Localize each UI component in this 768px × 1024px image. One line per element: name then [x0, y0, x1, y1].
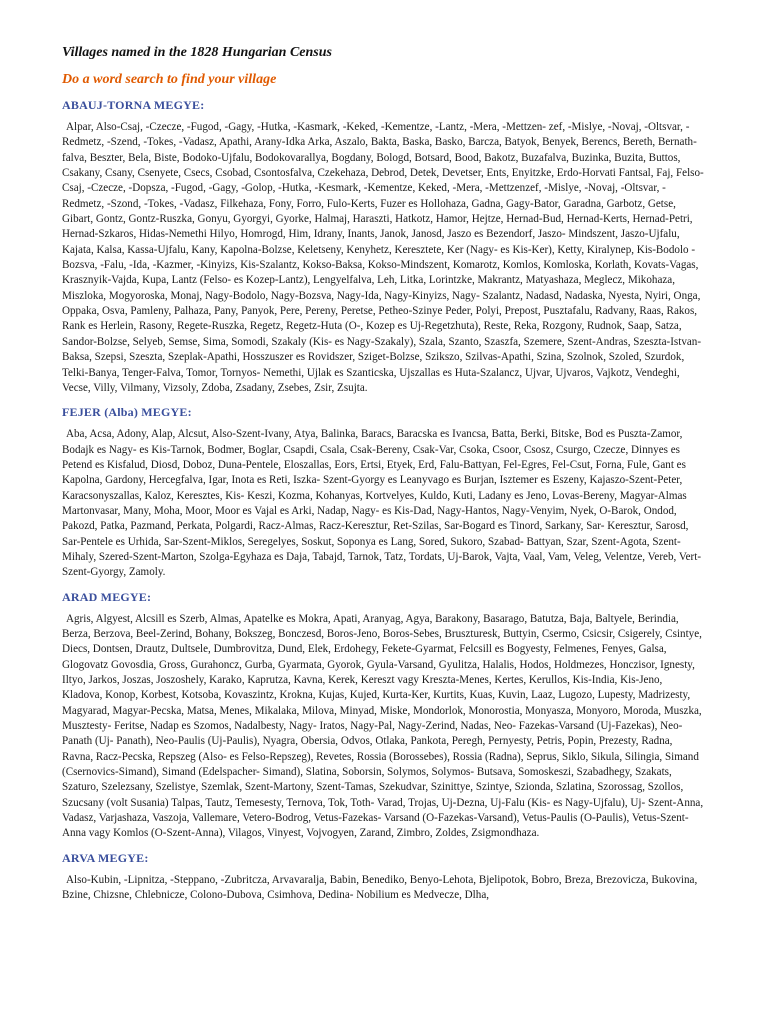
- page-title: Villages named in the 1828 Hungarian Census: [62, 45, 332, 60]
- page-subtitle: Do a word search to find your village: [62, 72, 277, 87]
- section-arva: [62, 850, 704, 904]
- section-fejer: [62, 404, 704, 580]
- section-heading: ABAUJ-TORNA MEGYE:: [62, 98, 205, 112]
- section-heading: FEJER (Alba) MEGYE:: [62, 405, 192, 420]
- section-body: Alpar, Also-Csaj, -Czecze, -Fugod, -Gagy, -Hutka, -Kasmark, -Keked, -Kementze, -Lantz, -Mera, -Mettzen- zef, -Mislye, -Novaj, -Oltsvar, -Redmetz, -Szend, -Tokes, -Vadasz, Apathi, Arany-Idka Arka, Aszalo, Bakta, Baska, Basko, Barcza, Batyok, Benyek, Berencs, Bereth, Bernath- falva, Beszter, Bela, Biste, Bodoko-Ujfalu, Bodokovarallya, Bogdany, Bologd, Botsard, Bood, Bakotz, Buzafalva, Buzinka, Buzita, Buttos, Csakany, Csany, Csenyete, Csecs, Csobad, Csontosfalva, Czekehaza, Debrod, Detek, Devetser, Ents, Enyitzke, Erdo-Horvati Fantsal, Faj, Felso-Csaj, -Czecze, -Dopsza, -Fugod, -Gagy, -Golop, -Hutka, -Kesmark, -Kementze, Keked, -Mera, -Mettzenzef, -Mislye, -Novaj, -Oltsvar, -Redmetz, -Szond, -Tokes, -Vadasz, Filkehaza, Fony, Forro, Fulo-Kerts, Fuzer es Hollohaza, Gadna, Gagy-Bator, Garadna, Garbotz, Getse, Gibart, Gontz, Gontz-Ruszka, Gonyu, Gyorgyi, Gyorke, Halmaj, Haraszti, Hatkotz, Hamor, Hejtze, Hernad-Bud, Hernad-Kerts, Hernad-Petri, Hernad-Szkaros, Hidas-Nemethi Hilyo, Homrogd, Him, Idrany, Inants, Janok, Janosd, Jaszo es Bezendorf, Jaszo- Mindszent, Jaszo-Ujfalu, Kajata, Kalsa, Kassa-Ujfalu, Kany, Kapolna-Bolzse, Keletseny, Kenyhetz, Keresztetе, Ker (Nagy- es Kis-Ker), Ketty, Kiralynep, Kis-Bodolo -Bozsva, -Falu, -Ida, -Kazmer, -Kinyizs, Kis-Szalantz, Kokso-Baksa, Kokso-Mindszent, Komarotz, Komlos, Komloska, Korlath, Kovats-Vagas, Krasznyik-Vajda, Kupa, Lantz (Felso- es Kozep-Lantz), Lengyelfalva, Leh, Litka, Lorintzke, Makrantz, Matyashaza, Meglecz, Mikohaza, Miszloka, Mogyoroska, Monaj, Nagy-Bodolo, Nagy-Bozsva, Nagy-Ida, Nagy-Kinyizs, Nagy- Szalantz, Nadasd, Nadaska, Nyesta, Nyiri, Onga, Oppaka, Osva, Pamleny, Palhaza, Pany, Panyok, Pere, Pereny, Peretse, Petheo-Szinye Peder, Polyi, Prepost, Pusztafalu, Radvany, Raas, Rakos, Rank es Herlein, Rasony, Regete-Ruszka, Regetz, Regetz-Huta (O-, Kozep es Uj-Regetzhuta), Reste, Reka, Rozgony, Rudnok, Saap, Satza, Sandor-Bolzse, Selyeb, Semse, Sima, Somodi, Szakaly (Kis- es Nagy-Szakaly), Szala, Szanto, Szaszfa, Szemere, Szent-Andras, Szeszta-Istvan-Baksa, Szepsi, Szeszta, Szeplak-Apathi, Hosszuszer es Rovidszer, Sziget-Bolzse, Szikszo, Szilvas-Apathi, Szina, Szolnok, Szoled, Szurdok, Telki-Banya, Tenger-Falva, Tomor, Tornyos- Nemethi, Ujlak es Szanticska, Ujszallas es Huta-Szalancz, Ujvar, Ujvaros, Vajkotz, Vendeghi, Vecse, Villy, Vilmany, Vizsoly, Zdoba, Zsadany, Zsebes, Zsir, Zsujta.: [62, 121, 704, 394]
- section-heading: ARVA MEGYE:: [62, 850, 149, 865]
- section-heading: ARAD MEGYE:: [62, 589, 152, 604]
- section-abauj-torna: [62, 97, 704, 396]
- section-body: Agris, Algyest, Alcsill es Szerb, Almas, Apatelke es Mokra, Apati, Aranyag, Agya, Barakony, Basarago, Batutza, Baja, Baltyele, Berindia, Berza, Berzova, Beel-Zerind, Bohany, Bokszeg, Bonczesd, Boros-Jeno, Boros-Sebes, Bruszturesk, Buttyin, Csermo, Csicsir, Csigerely, Csintye, Diecs, Dontsen, Drautz, Dultsele, Dumbrovitza, Dund, Elek, Erdohegy, Fekete-Gyarmat, Felcsill es Bogyesty, Felmenes, Fenyes, Galsa, Glogovatz Govosdia, Gross, Gurahoncz, Gurba, Gyarmata, Gyorok, Gyula-Varsand, Gyulitza, Halalis, Hodos, Holdmezes, Honczisor, Ignesty, Iltyo, Jarkos, Joszas, Joszoshely, Karako, Kaprutza, Kavna, Kerek, Kereszt vagy Kreszta-Menes, Kertes, Kerullos, Kis-India, Kis-Jeno, Kladova, Konop, Korbest, Kotsoba, Kovaszintz, Krokna, Kujas, Kujed, Kurta-Ker, Kurtits, Kuas, Kuvin, Laaz, Lugozo, Lupesty, Madrizesty, Magyarad, Magyar-Pecska, Matsa, Menes, Mikalaka, Milova, Minyad, Miske, Mondorlok, Monorostia, Monyasza, Monyoro, Moroda, Muszka, Musztesty- Feritse, Nadap es Szomos, Nadalbesty, Nagy- Iratos, Nagy-Pal, Nagy-Zerind, Nadas, Neo- Fazekas-Varsand (Uj-Fazekas), Neo-Panath (Uj- Panath), Neo-Paulis (Uj-Paulis), Nyagra, Obersia, Odvos, Otlaka, Pankota, Peregh, Pernyesty, Petris, Popin, Prezesty, Radna, Ravna, Racz-Pecska, Repszeg (Also- es Felso-Repszeg), Revetes, Rossia (Borossebes), Rossia (Radna), Seprus, Siklo, Sikula, Silingia, Simand (Csernovics-Simand), Simand (Edelspacher- Simand), Slatina, Soborsin, Solymos, Solymos- Butsava, Somoskeszi, Szabadhegy, Szakats, Szaturo, Szelezsany, Szelistye, Szemlak, Szent-Martony, Szent-Tamas, Szekudvar, Szinittye, Szintye, Szionda, Szlatina, Szorossag, Szollos, Szucsany (volt Susania) Talpas, Tautz, Temesesty, Ternova, Tok, Toth- Varad, Trojas, Uj-Dezna, Uj-Falu (Kis- es Nagy-Ujfalu), Uj- Szent-Anna, Vadasz, Varjashaza, Vaszoja, Vallemare, Vetero-Bodrog, Vetus-Fazekas- Varsand (O-Fazekas-Varsand), Vetus-Paulis (O-Paulis), Vetus-Szent-Anna vagy Komlos (O-Szent-Anna), Vilagos, Vinyest, Vojvogyen, Zarand, Zimbro, Zoldes, Zsigmondhaza.: [62, 612, 704, 840]
- section-arad: [62, 589, 704, 842]
- section-body: Aba, Acsa, Adony, Alap, Alcsut, Also-Szent-Ivany, Atya, Balinka, Baracs, Baracska es Ivancsa, Batta, Berki, Bitske, Bod es Puszta-Zamor, Bodajk es Nagy- es Kis-Tarnok, Bodmer, Boglar, Csapdi, Csala, Csak-Bereny, Csak-Var, Csoka, Csoor, Csosz, Csurgo, Czecze, Dinnyes es Petend es Kisfalud, Diosd, Doboz, Duna-Pentele, Eloszallas, Eors, Ertsi, Etyek, Erd, Falu-Battyan, Fel-Egres, Fel-Csut, Forna, Fule, Gant es Kapolna, Gardony, Hercegfalva, Igar, Inota es Reti, Iszka- Szent-Gyorgy es Leanyvago es Burjan, Isztemer es Eszeny, Kajaszo-Szent-Peter, Karacsonyszallas, Kaloz, Keresztes, Kis- Keszi, Kozma, Kohanyas, Kortvelyes, Kuldo, Kuti, Ladany es Jeno, Lovas-Bereny, Magyar-Almas Martonvasar, Many, Moha, Moor, Moor es Vajal es Arki, Nadap, Nagy- es Kis-Dad, Nagy-Hantos, Nagy-Venyim, Nyek, O-Barok, Ondod, Pakozd, Patka, Pazmand, Perkata, Polgardi, Racz-Almas, Racz-Keresztur, Ret-Szilas, Sar-Bogard es Tinord, Sarkany, Sar- Keresztur, Sarosd, Sar-Pentele es Urhida, Sar-Szent-Miklos, Seregelyes, Soskut, Soponya es Lang, Sored, Sukoro, Szabad- Battyan, Szar, Szent-Agota, Szent-Mihaly, Szered-Szent-Marton, Szolga-Egyhaza es Daja, Tabajd, Tarnok, Tatz, Tordats, Uj-Barok, Vajta, Vaal, Vam, Veleg, Velentze, Vereb, Vert-Szent-Gyorgy, Zamoly.: [62, 428, 702, 579]
- section-body: Also-Kubin, -Lipnitza, -Steppano, -Zubritcza, Arvavaralja, Babin, Benediko, Benyo-Lehota, Bjelipotok, Bobro, Breza, Brezovicza, Bukovina, Bzine, Chizsne, Chlebnicze, Colono-Dubova, Csimhova, Dedina- Nobilium es Medvecze, Dlha,: [62, 873, 698, 902]
